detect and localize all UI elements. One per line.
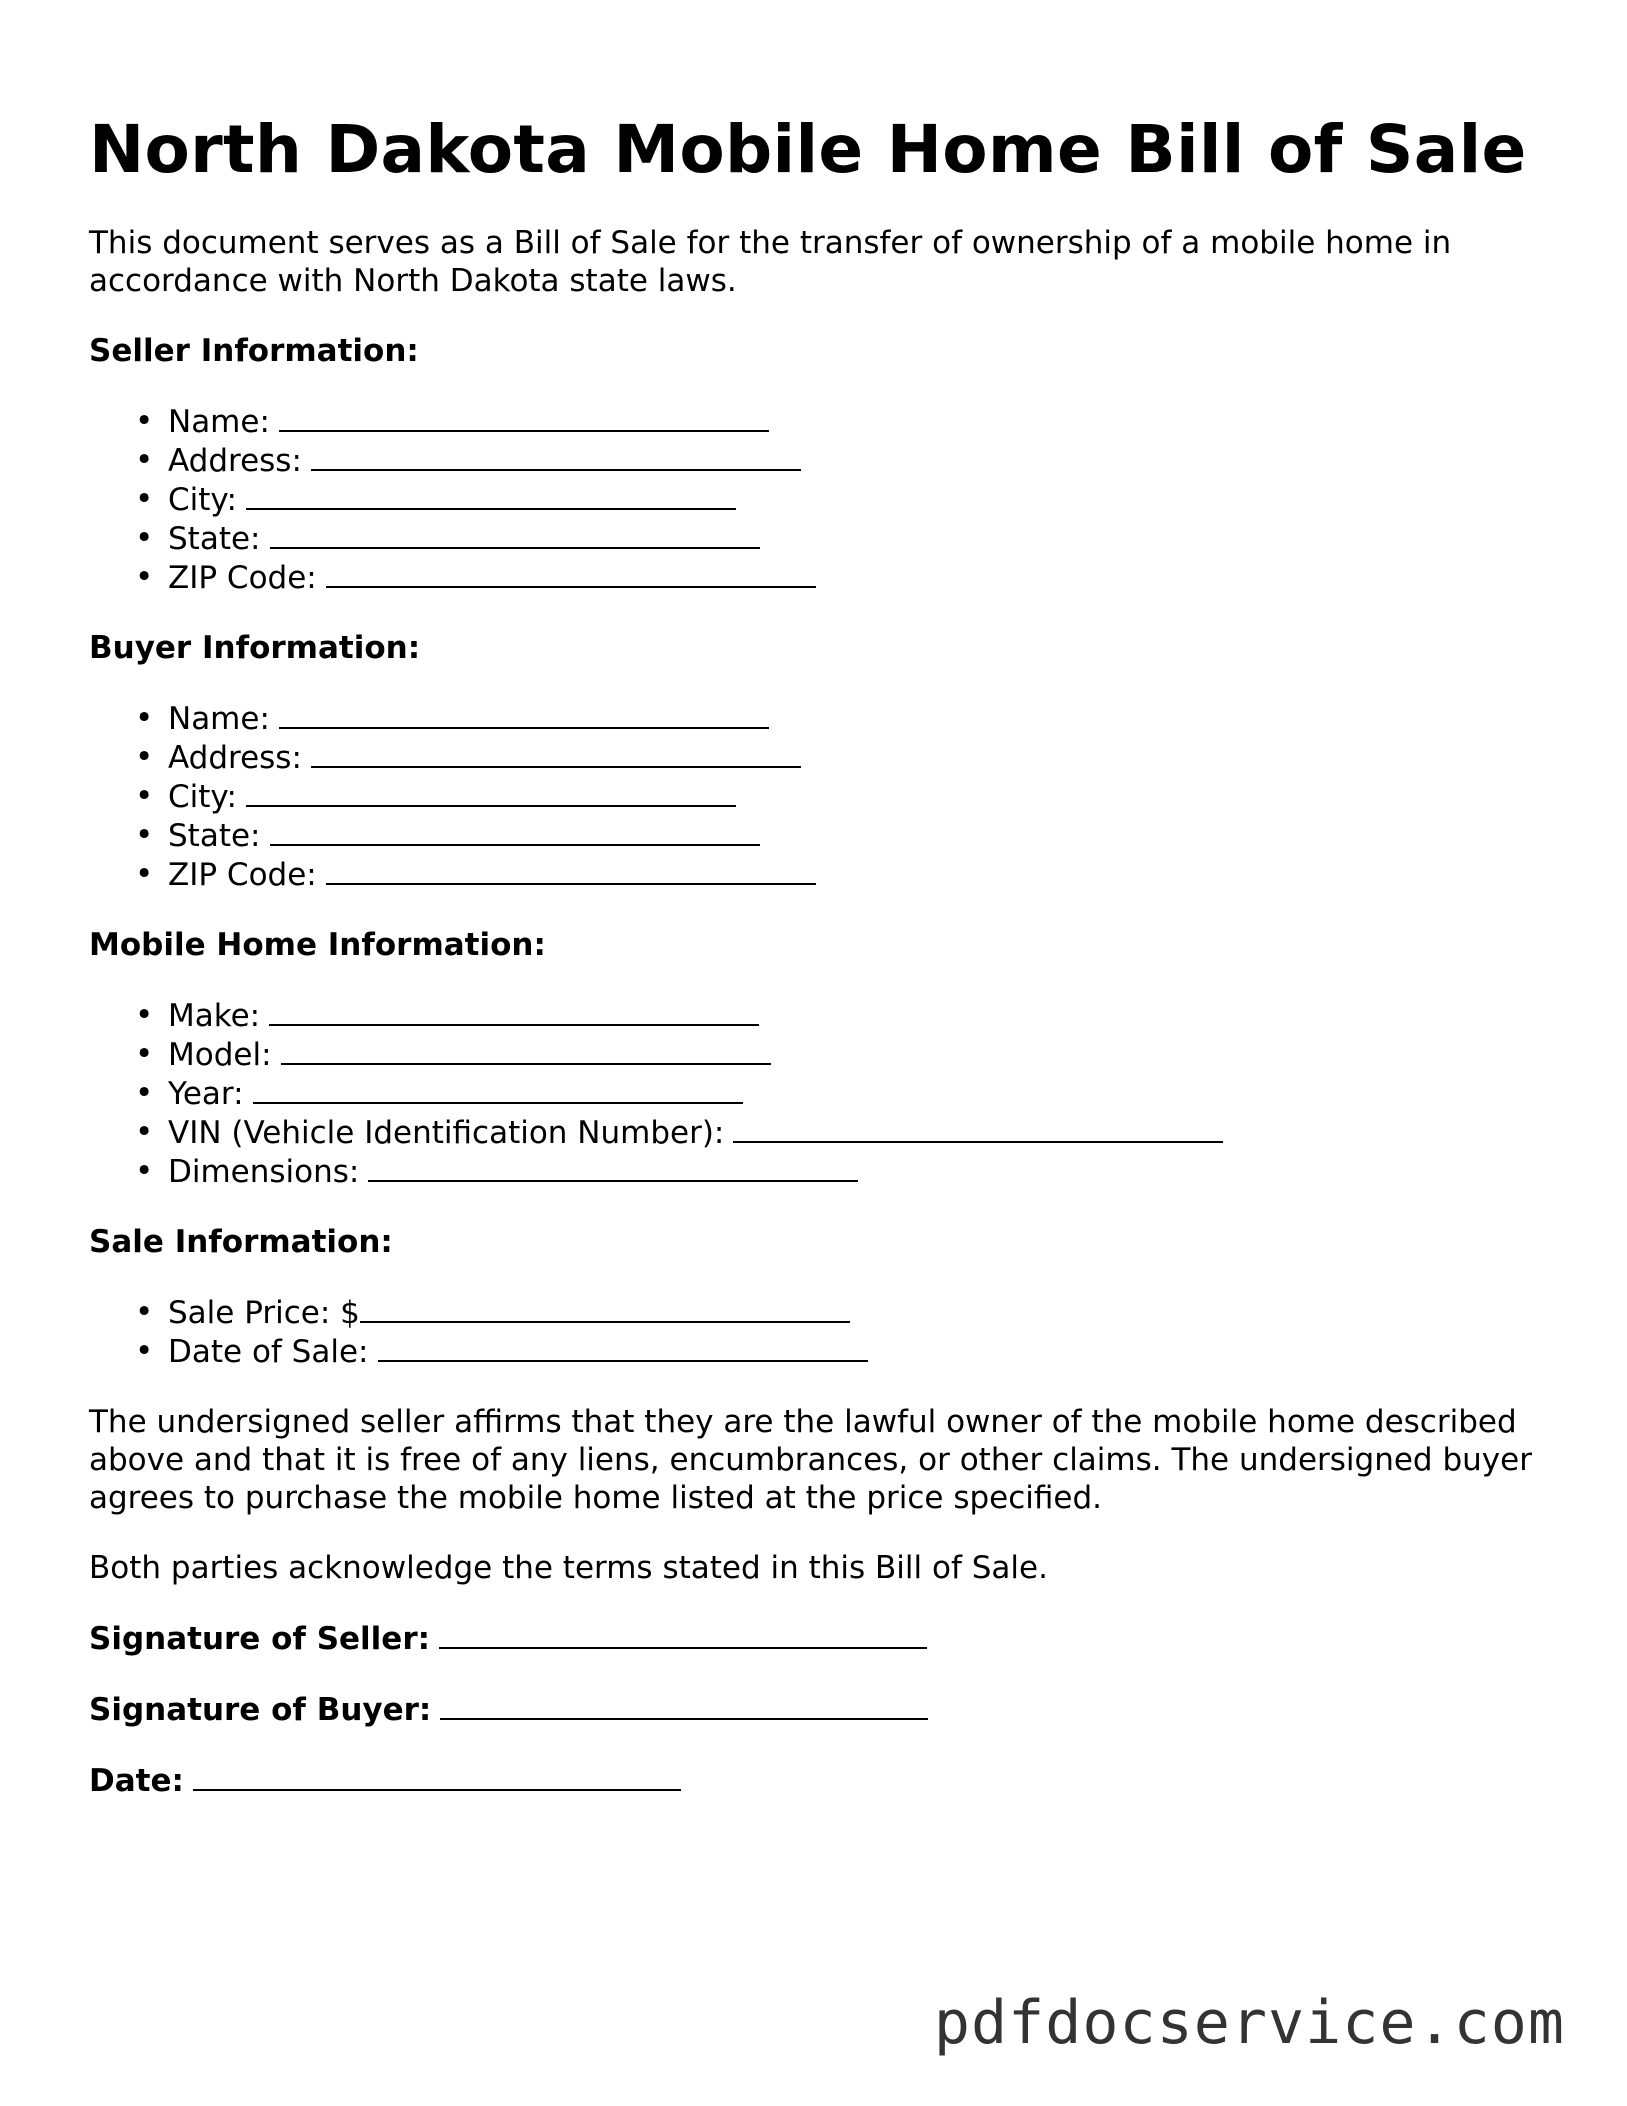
field-label: City: bbox=[168, 482, 237, 518]
buyer-zip-item bbox=[168, 855, 1549, 894]
home-make-blank[interactable] bbox=[269, 996, 759, 1026]
buyer-signature-label: Signature of Buyer: bbox=[89, 1692, 432, 1728]
document-page bbox=[89, 110, 1549, 1800]
buyer-state-item bbox=[168, 816, 1549, 855]
seller-state-blank[interactable] bbox=[270, 519, 760, 549]
seller-state-item bbox=[168, 519, 1549, 558]
sale-section-heading: Sale Information: bbox=[89, 1224, 393, 1260]
field-label: State: bbox=[168, 521, 261, 557]
buyer-city-blank[interactable] bbox=[246, 777, 736, 807]
intro-paragraph: This document serves as a Bill of Sale for the transfer of ownership of a mobile home in accordance with North Dakota state laws. bbox=[89, 225, 1452, 299]
seller-signature-line bbox=[89, 1619, 1549, 1658]
sale-price-item bbox=[168, 1293, 1549, 1332]
home-section-heading: Mobile Home Information: bbox=[89, 927, 546, 963]
field-label: Address: bbox=[168, 740, 302, 776]
home-year-blank[interactable] bbox=[253, 1074, 743, 1104]
seller-zip-blank[interactable] bbox=[326, 558, 816, 588]
sale-field-list bbox=[89, 1293, 1549, 1371]
buyer-address-item bbox=[168, 738, 1549, 777]
home-model-blank[interactable] bbox=[281, 1035, 771, 1065]
home-vin-item bbox=[168, 1113, 1549, 1152]
buyer-city-item bbox=[168, 777, 1549, 816]
acknowledgement-paragraph: Both parties acknowledge the terms stated in this Bill of Sale. bbox=[89, 1550, 1048, 1586]
field-label: Dimensions: bbox=[168, 1154, 360, 1190]
buyer-name-item bbox=[168, 699, 1549, 738]
seller-name-item bbox=[168, 402, 1549, 441]
affirmation-paragraph: The undersigned seller affirms that they are the lawful owner of the mobile home described above and that it is free of any liens, encumbrances, or other claims. The undersigned buyer agrees to purchase the mobile home listed at the price specified. bbox=[89, 1404, 1532, 1516]
field-label: Address: bbox=[168, 443, 302, 479]
home-year-item bbox=[168, 1074, 1549, 1113]
field-label: Name: bbox=[168, 701, 270, 737]
home-dimensions-blank[interactable] bbox=[368, 1152, 858, 1182]
buyer-state-blank[interactable] bbox=[270, 816, 760, 846]
seller-signature-blank[interactable] bbox=[439, 1619, 927, 1649]
date-signature-line bbox=[89, 1761, 1549, 1800]
home-dimensions-item bbox=[168, 1152, 1549, 1191]
buyer-section-heading: Buyer Information: bbox=[89, 630, 421, 666]
buyer-name-blank[interactable] bbox=[279, 699, 769, 729]
seller-address-item bbox=[168, 441, 1549, 480]
document-title: North Dakota Mobile Home Bill of Sale bbox=[89, 111, 1527, 188]
seller-section-heading: Seller Information: bbox=[89, 333, 419, 369]
seller-address-blank[interactable] bbox=[311, 441, 801, 471]
field-label: ZIP Code: bbox=[168, 560, 317, 596]
seller-signature-label: Signature of Seller: bbox=[89, 1621, 431, 1657]
seller-field-list bbox=[89, 402, 1549, 597]
field-label: Name: bbox=[168, 404, 270, 440]
buyer-signature-blank[interactable] bbox=[440, 1690, 928, 1720]
date-signature-blank[interactable] bbox=[193, 1761, 681, 1791]
field-label: Model: bbox=[168, 1037, 272, 1073]
seller-city-blank[interactable] bbox=[246, 480, 736, 510]
field-label: State: bbox=[168, 818, 261, 854]
field-label: Date of Sale: bbox=[168, 1334, 369, 1370]
date-signature-label: Date: bbox=[89, 1763, 184, 1799]
seller-name-blank[interactable] bbox=[279, 402, 769, 432]
home-make-item bbox=[168, 996, 1549, 1035]
buyer-address-blank[interactable] bbox=[311, 738, 801, 768]
field-label: ZIP Code: bbox=[168, 857, 317, 893]
field-label: VIN (Vehicle Identification Number): bbox=[168, 1115, 725, 1151]
field-label: Make: bbox=[168, 998, 261, 1034]
field-label: Year: bbox=[168, 1076, 244, 1112]
buyer-field-list bbox=[89, 699, 1549, 894]
home-model-item bbox=[168, 1035, 1549, 1074]
sale-price-blank[interactable] bbox=[360, 1293, 850, 1323]
home-vin-blank[interactable] bbox=[733, 1113, 1223, 1143]
field-label: City: bbox=[168, 779, 237, 815]
field-label: Sale Price: $ bbox=[168, 1295, 360, 1331]
seller-city-item bbox=[168, 480, 1549, 519]
buyer-signature-line bbox=[89, 1690, 1549, 1729]
watermark: pdfdocservice.com bbox=[933, 1988, 1565, 2058]
sale-date-item bbox=[168, 1332, 1549, 1371]
sale-date-blank[interactable] bbox=[378, 1332, 868, 1362]
home-field-list bbox=[89, 996, 1549, 1191]
seller-zip-item bbox=[168, 558, 1549, 597]
buyer-zip-blank[interactable] bbox=[326, 855, 816, 885]
